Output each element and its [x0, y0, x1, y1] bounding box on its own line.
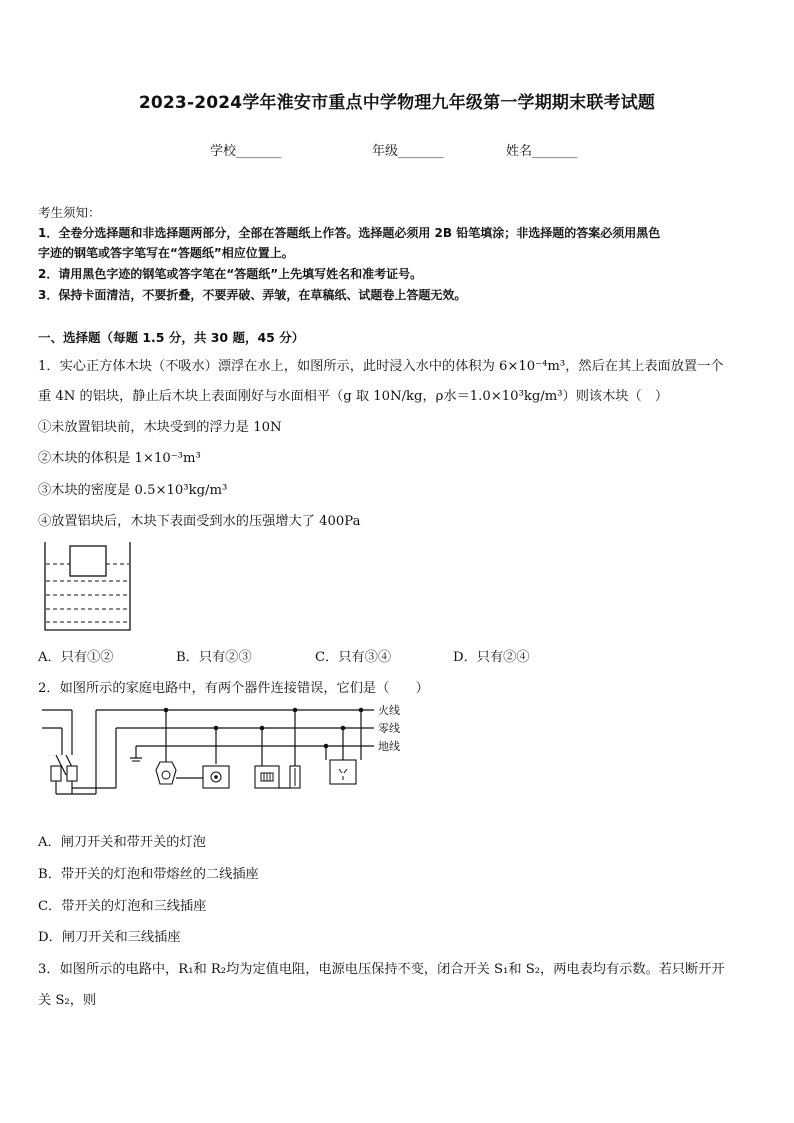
wire-label-neutral: 零线	[378, 722, 400, 735]
notice-item-1-line-1: 1．全卷分选择题和非选择题两部分，全部在答题纸上作答。选择题必须用 2B 铅笔填涂；非选择题的答案必须用黑色	[38, 226, 661, 240]
page-title: 2023-2024学年淮安市重点中学物理九年级第一学期期末联考试题	[138, 93, 656, 113]
q1-figure-floating-block	[40, 540, 136, 636]
q1-stem-line-1: 1．实心正方体木块（不吸水）漂浮在水上，如图所示，此时浸入水中的体积为 6×10⁻⁴m³，然后在其上表面放置一个	[38, 359, 724, 374]
notice-item-3: 3．保持卡面清洁，不要折叠，不要弄破、弄皱，在草稿纸、试题卷上答题无效。	[38, 288, 467, 302]
q2-figure-household-circuit	[36, 700, 416, 800]
section-heading: 一、选择题（每题 1.5 分，共 30 题，45 分）	[38, 330, 305, 345]
wire-label-ground: 地线	[378, 740, 400, 753]
q2-option-b[interactable]: B．带开关的灯泡和带熔丝的二线插座	[38, 867, 259, 882]
name-field[interactable]: 姓名_______	[506, 144, 578, 159]
school-field[interactable]: 学校_______	[210, 144, 282, 159]
q3-stem-line-2: 关 S₂，则	[38, 993, 97, 1008]
q1-statement-3: ③木块的密度是 0.5×10³kg/m³	[38, 483, 228, 498]
notice-heading: 考生须知：	[38, 205, 101, 220]
q3-stem-line-1: 3．如图所示的电路中，R₁和 R₂均为定值电阻，电源电压保持不变，闭合开关 S₁和 S₂，两电表均有示数。若只断开开	[38, 962, 725, 977]
q2-option-a[interactable]: A．闸刀开关和带开关的灯泡	[38, 835, 206, 850]
wire-label-live: 火线	[378, 704, 400, 717]
q1-statement-4: ④放置铝块后，木块下表面受到水的压强增大了 400Pa	[38, 514, 361, 529]
notice-item-1-line-2: 字迹的钢笔或答字笔写在“答题纸”相应位置上。	[38, 246, 294, 260]
notice-item-2: 2．请用黑色字迹的钢笔或答字笔在“答题纸”上先填写姓名和准考证号。	[38, 267, 423, 281]
q1-stem-line-2: 重 4N 的铝块，静止后木块上表面刚好与水面相平（g 取 10N/kg，ρ水＝1.0×10³kg/m³）则该木块（ ）	[38, 389, 669, 404]
q1-option-c[interactable]: C．只有③④	[315, 650, 392, 665]
grade-field[interactable]: 年级_______	[372, 144, 444, 159]
q1-option-a[interactable]: A．只有①②	[38, 650, 114, 665]
q2-stem: 2．如图所示的家庭电路中，有两个器件连接错误，它们是（ ）	[38, 681, 429, 696]
q1-statement-2: ②木块的体积是 1×10⁻³m³	[38, 451, 201, 466]
q2-option-d[interactable]: D．闸刀开关和三线插座	[38, 930, 181, 945]
q1-option-b[interactable]: B．只有②③	[176, 650, 252, 665]
q1-option-d[interactable]: D．只有②④	[453, 650, 530, 665]
q1-statement-1: ①未放置铝块前，木块受到的浮力是 10N	[38, 420, 282, 435]
q2-option-c[interactable]: C．带开关的灯泡和三线插座	[38, 899, 207, 914]
